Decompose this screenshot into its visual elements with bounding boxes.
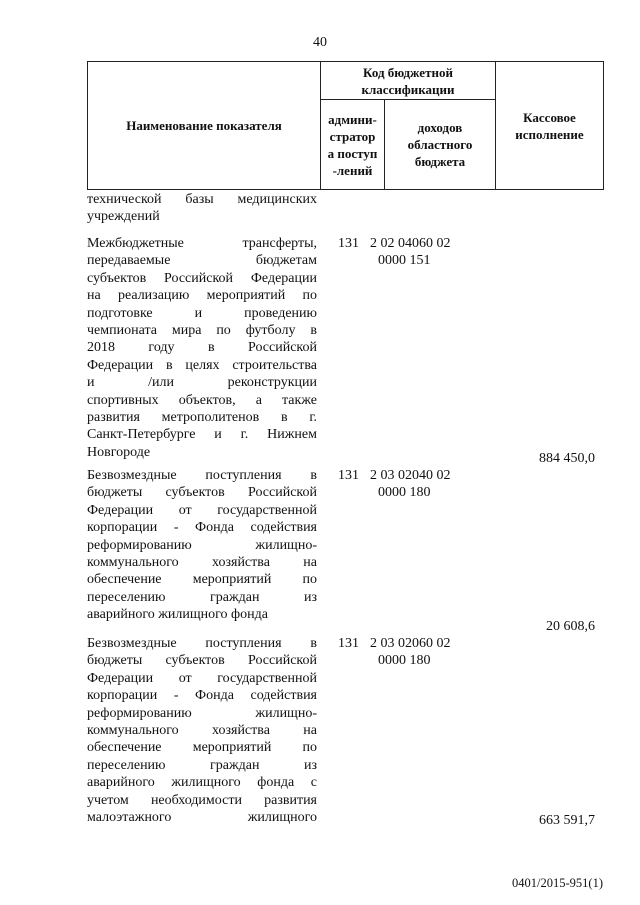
income-code [367,635,475,831]
indicator-name-line: Безвозмездные поступления в [87,468,317,483]
page-number: 40 [313,35,327,50]
indicator-name-line: Межбюджетные трансферты, [87,236,317,251]
indicator-name-line: переселению граждан из [87,757,317,773]
indicator-name-line: субъектов Российской Федерации [87,270,317,286]
table-row [87,467,603,635]
indicator-name-line: обеспечение мероприятий по [87,740,317,756]
indicator-name-line: передаваемые бюджетам [87,253,317,269]
cash-amount: 884 450,0 [539,450,595,466]
admin-code: 131 [338,636,359,651]
indicator-name-line: учреждений [87,209,160,225]
income-code-line: 0000 151 [378,253,431,269]
indicator-name-line: Федерации от государственной [87,502,317,518]
header-admin-column [321,100,385,190]
indicator-name-line: спортивных объектов, а также [87,392,317,408]
indicator-name-line: чемпионата мира по футболу в [87,323,317,339]
indicator-name-line: корпорации - Фонда содействия [87,688,317,704]
indicator-name-line: коммунального хозяйства на [87,555,317,571]
indicator-name-line: корпорации - Фонда содействия [87,520,317,536]
header-income-label: доходов областного бюджета [407,120,473,169]
indicator-name-line: аварийного жилищного фонда [87,607,268,623]
table-body [87,191,603,831]
indicator-name-line: на реализацию мероприятий по [87,288,317,304]
indicator-name-line: Безвозмездные поступления в [87,636,317,651]
income-code-line: 0000 180 [378,653,431,669]
indicator-name-line: коммунального хозяйства на [87,723,317,739]
indicator-name-line: обеспечение мероприятий по [87,572,317,588]
document-code: 0401/2015-951(1) [512,876,603,890]
indicator-name-line: реформированию жилищно- [87,705,317,721]
indicator-name-line: 2018 году в Российской [87,340,317,356]
indicator-name [87,191,317,235]
indicator-name-line: переселению граждан из [87,589,317,605]
indicator-name-line: технической базы медицинских [87,192,317,207]
cash-amount: 20 608,6 [546,618,595,634]
header-admin-label: админи-стратора поступ-лений [327,111,378,178]
table-row [87,191,603,235]
income-code-line: 0000 180 [378,485,431,501]
admin-code: 131 [338,236,359,251]
indicator-name [87,235,317,467]
indicator-name-line: Новгороде [87,444,151,460]
indicator-name-line: подготовке и проведению [87,305,317,321]
header-cash-column [496,62,604,190]
header-cash-label: Кассовое исполнение [515,109,584,142]
indicator-name-line: и /или реконструкции [87,375,317,391]
header-code-group-label: Код бюджетной классификации [361,64,455,97]
income-code-line: 2 03 02040 02 [370,468,451,483]
indicator-name-line: малоэтажного жилищного [87,810,317,826]
table-row [87,635,603,831]
indicator-name-line: развития метрополитенов в г. [87,410,317,426]
cash-amount: 663 591,7 [539,812,595,828]
indicator-name-line: Федерации от государственной [87,670,317,686]
indicator-name-line: бюджеты субъектов Российской [87,485,317,501]
table-header [87,61,604,190]
table-row [87,235,603,467]
admin-code: 131 [338,468,359,483]
header-income-column [385,100,496,190]
header-code-group [321,62,496,100]
income-code [367,235,475,467]
indicator-name-line: учетом необходимости развития [87,792,317,808]
income-code-line: 2 03 02060 02 [370,636,451,651]
indicator-name-line: Федерации в целях строительства [87,357,317,373]
income-code [367,467,475,635]
indicator-name-line: бюджеты субъектов Российской [87,653,317,669]
indicator-name-line: реформированию жилищно- [87,537,317,553]
indicator-name-line: аварийного жилищного фонда с [87,775,317,791]
indicator-name [87,635,317,831]
header-name-column: Наименование показателя [88,62,321,190]
income-code-line: 2 02 04060 02 [370,236,451,251]
indicator-name-line: Санкт-Петербурге и г. Нижнем [87,427,317,443]
indicator-name [87,467,317,635]
